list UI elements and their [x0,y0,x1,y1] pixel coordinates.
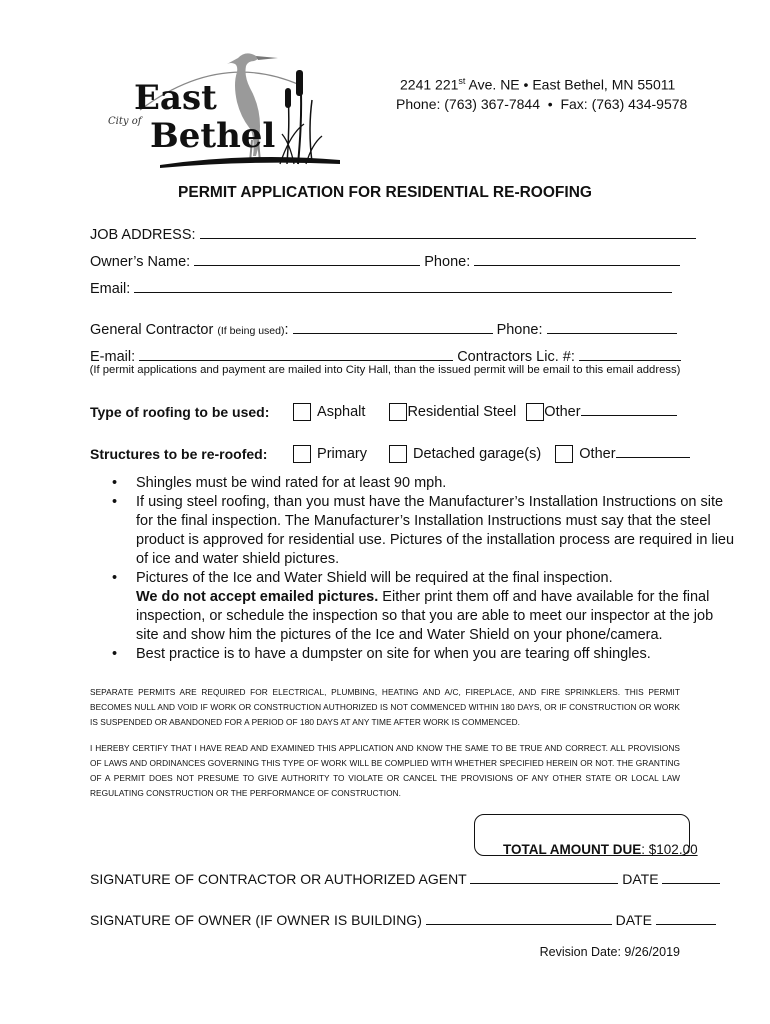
list-item [136,474,736,493]
contractor-signature-row [90,869,720,887]
contractor-signature-label: SIGNATURE OF CONTRACTOR OR AUTHORIZED AGENT [90,871,467,887]
contractor-colon: : [284,322,289,338]
owner-row [90,251,680,270]
certification-text: I HEREBY CERTIFY THAT I HAVE READ AND EXAMINED THIS APPLICATION AND KNOW THE SAME TO BE TRUE AND CORRECT. ALL PROVISIONS OF LAWS AND ORDINANCES GOVERNING THIS TYPE OF WORK WILL BE COMPLIED WITH WHETHER SPECIFIED HEREIN OR NOT. THE GRANTING OF A PERMIT DOES NOT PRESUME TO GIVE AUTHORITY TO VIOLATE OR CANCEL THE PROVISIONS OF ANY OTHER STATE OR LOCAL LAW REGULATING CONSTRUCTION OR THE PERFORMANCE OF CONSTRUCTION. [90,743,680,798]
roofing-type-label: Type of roofing to be used: [90,404,270,420]
owner-phone-input[interactable] [474,251,680,266]
job-address-input[interactable] [200,224,696,239]
total-sep: : [641,842,649,857]
logo-bethel: Bethel [150,116,276,156]
list-item [136,493,736,569]
bullet-no-emailed-pictures: We do not accept emailed pictures. [136,589,379,605]
total-amount-value: $102.00 [648,842,698,857]
roofing-other-label: Other [544,404,581,420]
bullet-wind-rating: Shingles must be wind rated for at least 90 mph. [136,475,447,491]
contractors-lic-input[interactable] [579,346,681,361]
owner-signature-row [90,910,716,928]
contractor-input[interactable] [293,319,493,334]
residential-steel-checkbox[interactable] [389,403,407,421]
page-title: PERMIT APPLICATION FOR RESIDENTIAL RE-ROOFING [178,184,592,201]
address-line [400,76,675,93]
contractor-email-row [90,346,681,365]
city-logo [100,40,345,170]
if-being-used-label: (If being used) [217,325,285,337]
total-amount-text [488,827,698,872]
detached-garage-label: Detached garage(s) [413,446,542,462]
address-sup: st [458,76,466,86]
structures-other-checkbox[interactable] [555,445,573,463]
primary-label: Primary [317,446,367,462]
contractors-lic-label: Contractors Lic. #: [457,349,575,365]
detached-garage-checkbox[interactable] [389,445,407,463]
bullet-steel-roofing: If using steel roofing, than you must have the Manufacturer’s Installation Instructions on site for the final inspection. The Manufacturer’s Installation Instructions must say that the steel product is approved for residential use. Pictures of the installation process are required in lieu of ice and water shield pictures. [136,494,735,567]
contractor-email-input[interactable] [139,346,453,361]
email-row [90,278,672,297]
total-amount-label: TOTAL AMOUNT DUE [503,842,642,857]
job-address-label: JOB ADDRESS: [90,227,196,243]
list-item [136,569,736,645]
contractor-date-label: DATE [622,871,659,887]
residential-steel-label: Residential Steel [407,404,517,420]
owner-signature-label: SIGNATURE OF OWNER (IF OWNER IS BUILDING) [90,912,422,928]
contractor-email-label: E-mail: [90,349,136,365]
primary-checkbox[interactable] [293,445,311,463]
address-number: 2241 221 [400,76,459,93]
structures-options [293,443,690,463]
email-label: Email: [90,281,131,297]
contractor-label: General Contractor [90,322,214,338]
contractor-phone-input[interactable] [547,319,677,334]
bullet-ice-water-shield: Pictures of the Ice and Water Shield will be required at the final inspection. [136,570,613,586]
bullet-inspection-text: Either print them off and have available for the final inspection, or schedule the inspection so that you are able to meet our inspector at the job site and show him the pictures of the Ice and Water Shield on your phone/camera. [136,589,714,643]
address-text: Ave. NE • East Bethel, MN 55011 [468,76,676,93]
contractor-row [90,319,677,338]
requirements-list [90,474,736,664]
contractor-signature-input[interactable] [470,869,618,884]
logo-city-of: City of [108,116,142,127]
owner-date-label: DATE [615,912,652,928]
logo-east: East [134,78,217,118]
contractor-date-input[interactable] [662,869,720,884]
roofing-other-input[interactable] [581,401,677,416]
email-input[interactable] [134,278,672,293]
owner-name-label: Owner’s Name: [90,254,191,270]
asphalt-label: Asphalt [317,404,366,420]
total-amount-box [474,814,698,857]
mail-note: (If permit applications and payment are mailed into City Hall, than the issued permit will be email to this email address) [89,364,681,376]
job-address-row [90,224,696,243]
phone-fax-line: Phone: (763) 367-7844 • Fax: (763) 434-9578 [396,96,688,112]
structures-other-input[interactable] [616,443,690,458]
contractor-phone-label: Phone: [496,322,543,338]
list-item [136,645,736,664]
bullet-dumpster: Best practice is to have a dumpster on site for when you are tearing off shingles. [136,646,651,662]
owner-name-input[interactable] [194,251,420,266]
asphalt-checkbox[interactable] [293,403,311,421]
roofing-type-options [293,401,677,421]
separate-permits-text: SEPARATE PERMITS ARE REQUIRED FOR ELECTRICAL, PLUMBING, HEATING AND A/C, FIREPLACE, AND FIRE SPRINKLERS. THIS PERMIT BECOMES NULL AND VOID IF WORK OR CONSTRUCTION AUTHORIZED IS NOT COMMENCED WITHIN 180 DAYS, OR IF CONSTRUCTION OR WORK IS SUSPENDED OR ABANDONED FOR A PERIOD OF 180 DAYS AT ANY TIME AFTER WORK IS COMMENCED. [90,687,680,727]
structures-label: Structures to be re-roofed: [90,446,268,462]
roofing-other-checkbox[interactable] [526,403,544,421]
owner-signature-input[interactable] [426,910,612,925]
structures-other-label: Other [579,446,616,462]
revision-date: Revision Date: 9/26/2019 [539,945,680,959]
owner-phone-label: Phone: [424,254,471,270]
owner-date-input[interactable] [656,910,716,925]
